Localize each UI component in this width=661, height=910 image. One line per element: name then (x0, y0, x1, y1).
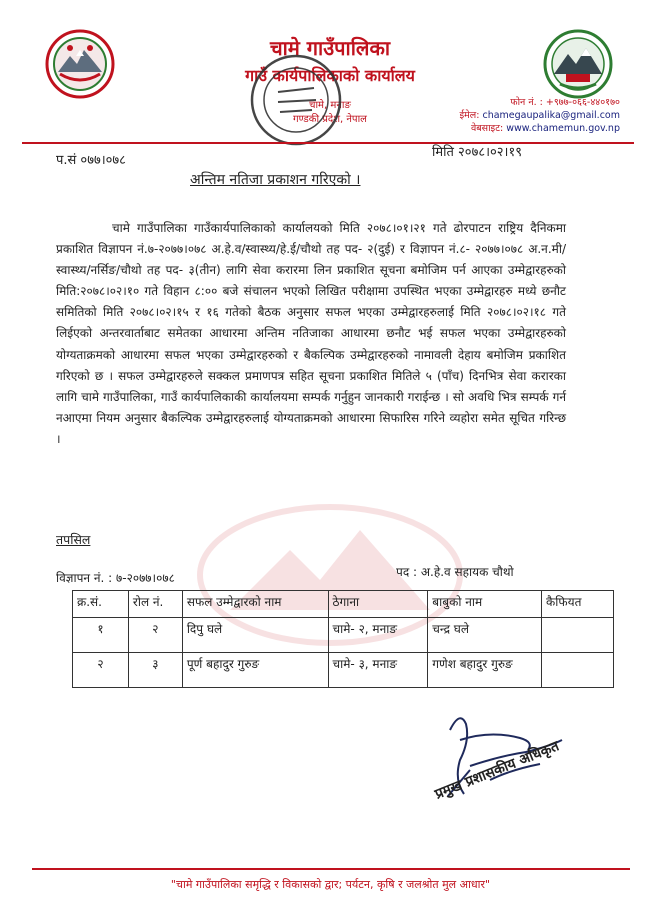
cell-address: चामे- ३, मनाङ (328, 653, 428, 688)
reference-number: प.सं ०७७।०७८ (56, 153, 126, 168)
footer-slogan: "चामे गाउँपालिका समृद्धि र विकासको द्वार; पर्यटन, कृषि र जलश्रोत मुल आधार" (170, 878, 491, 891)
contact-block (420, 96, 620, 135)
municipality-logo-icon (542, 28, 614, 100)
phone-value: +९७७-०६६-४४०१७० (545, 97, 620, 108)
col-header-sn: क्र.सं. (73, 591, 129, 618)
footer-divider (32, 868, 630, 870)
office-stamp-icon (248, 52, 344, 148)
header-divider (22, 142, 634, 144)
cell-remarks (542, 653, 614, 688)
cell-remarks (542, 618, 614, 653)
cell-father: गणेश बहादुर गुरुङ (428, 653, 542, 688)
table-row (73, 618, 614, 653)
cell-name: पूर्ण बहादुर गुरुङ (182, 653, 328, 688)
nepal-emblem-icon (44, 28, 116, 100)
post-title: पद : अ.हे.व सहायक चौथो (396, 565, 514, 579)
website-value[interactable]: www.chamemun.gov.np (506, 123, 620, 134)
address-line-2: गण्डकी प्रदेश, नेपाल (293, 114, 367, 125)
email-label: ईमेल: (459, 110, 480, 121)
signatory-title: प्रमुख प्रशासकीय अधिकृत (432, 738, 562, 803)
schedule-label: तपसिल (56, 532, 91, 547)
letter-date: मिति २०७८।०२।१९ (432, 145, 522, 160)
cell-roll: ३ (128, 653, 182, 688)
municipality-title: चामे गाउँपालिका (269, 36, 391, 60)
email-value[interactable]: chamegaupalika@gmail.com (482, 110, 620, 121)
letter-subject: अन्तिम नतिजा प्रकाशन गरिएको । (190, 172, 361, 188)
cell-roll: २ (128, 618, 182, 653)
cell-name: दिपु घले (182, 618, 328, 653)
col-header-name: सफल उम्मेद्वारको नाम (182, 591, 328, 618)
col-header-remarks: कैफियत (542, 591, 614, 618)
phone-label: फोन नं. : (510, 97, 543, 108)
letter-body: चामे गाउँपालिका गाउँकार्यपालिकाको कार्यालयको मिति २०७८।०१।२१ गते ढोरपाटन राष्ट्रिय दैनिकमा प्रकाशित विज्ञापन नं.७-२०७७।०७८ अ.हे.व/स्वास्थ्य/हे.ई/चौथो तह पद- २(दुई) र विज्ञापन नं.८- २०७७।०७८ अ.न.मी/स्वास्थ्य/नर्सिङ/चौथो तह पद- ३(तीन) लागि सेवा करारमा लिन प्रकाशित सूचना बमोजिम पर्न आएका उम्मेद्वारहरुको मिति:२०७८।०२।१० गते विहान ८:०० बजे संचालन भएको लिखित परीक्षामा उपस्थित भएका उम्मेद्वारहरु मध्ये छनौट समितिको मिति २०७८।०२।१५ र १६ गतेको बैठक अनुसार सफल भएका उम्मेद्वारहरुलाई मिति २०७८।०२।१८ गते लिईएको अन्तरवार्ताबाट समेतका आधारमा अन्तिम नतिजाका आधारमा छनौट भई सफल भएका उम्मेद्वारहरुको योग्यताक्रमको आधारमा सफल भएका उम्मेद्वारहरुको र बैकल्पिक उम्मेद्वारहरुको नामावली देहाय बमोजिम प्रकाशित गरिएको छ । सफल उम्मेद्वारहरुले सक्कल प्रमाणपत्र सहित सूचना प्रकाशित मितिले ५ (पाँच) दिनभित्र सेवा करारका लागि चामे गाउँपालिका, गाउँ कार्यपालिकाकी कार्यालयमा सम्पर्क गर्नुहुन जानकारी गराईन्छ । सो अवधि भित्र सम्पर्क गर्न नआएमा नियम अनुसार बैकल्पिक उम्मेद्वारहरुलाई योग्यताक्रमको आधारमा सिफारिस गरिने व्यहोरा समेत सूचित गरिन्छ । (56, 221, 566, 446)
cell-sn: २ (73, 653, 129, 688)
cell-address: चामे- २, मनाङ (328, 618, 428, 653)
website-label: वेबसाइट: (470, 123, 504, 134)
cell-sn: १ (73, 618, 129, 653)
address-line-1: चामे, मनाङ (309, 100, 351, 111)
col-header-father: बाबुको नाम (428, 591, 542, 618)
results-table (72, 590, 614, 688)
table-header-row (73, 591, 614, 618)
col-header-address: ठेगाना (328, 591, 428, 618)
col-header-roll: रोल नं. (128, 591, 182, 618)
table-row (73, 653, 614, 688)
cell-father: चन्द्र घले (428, 618, 542, 653)
office-name: गाउँ कार्यपालिकाको कार्यालय (245, 66, 415, 85)
vacancy-number: विज्ञापन नं. : ७-२०७७।०७८ (56, 571, 175, 585)
